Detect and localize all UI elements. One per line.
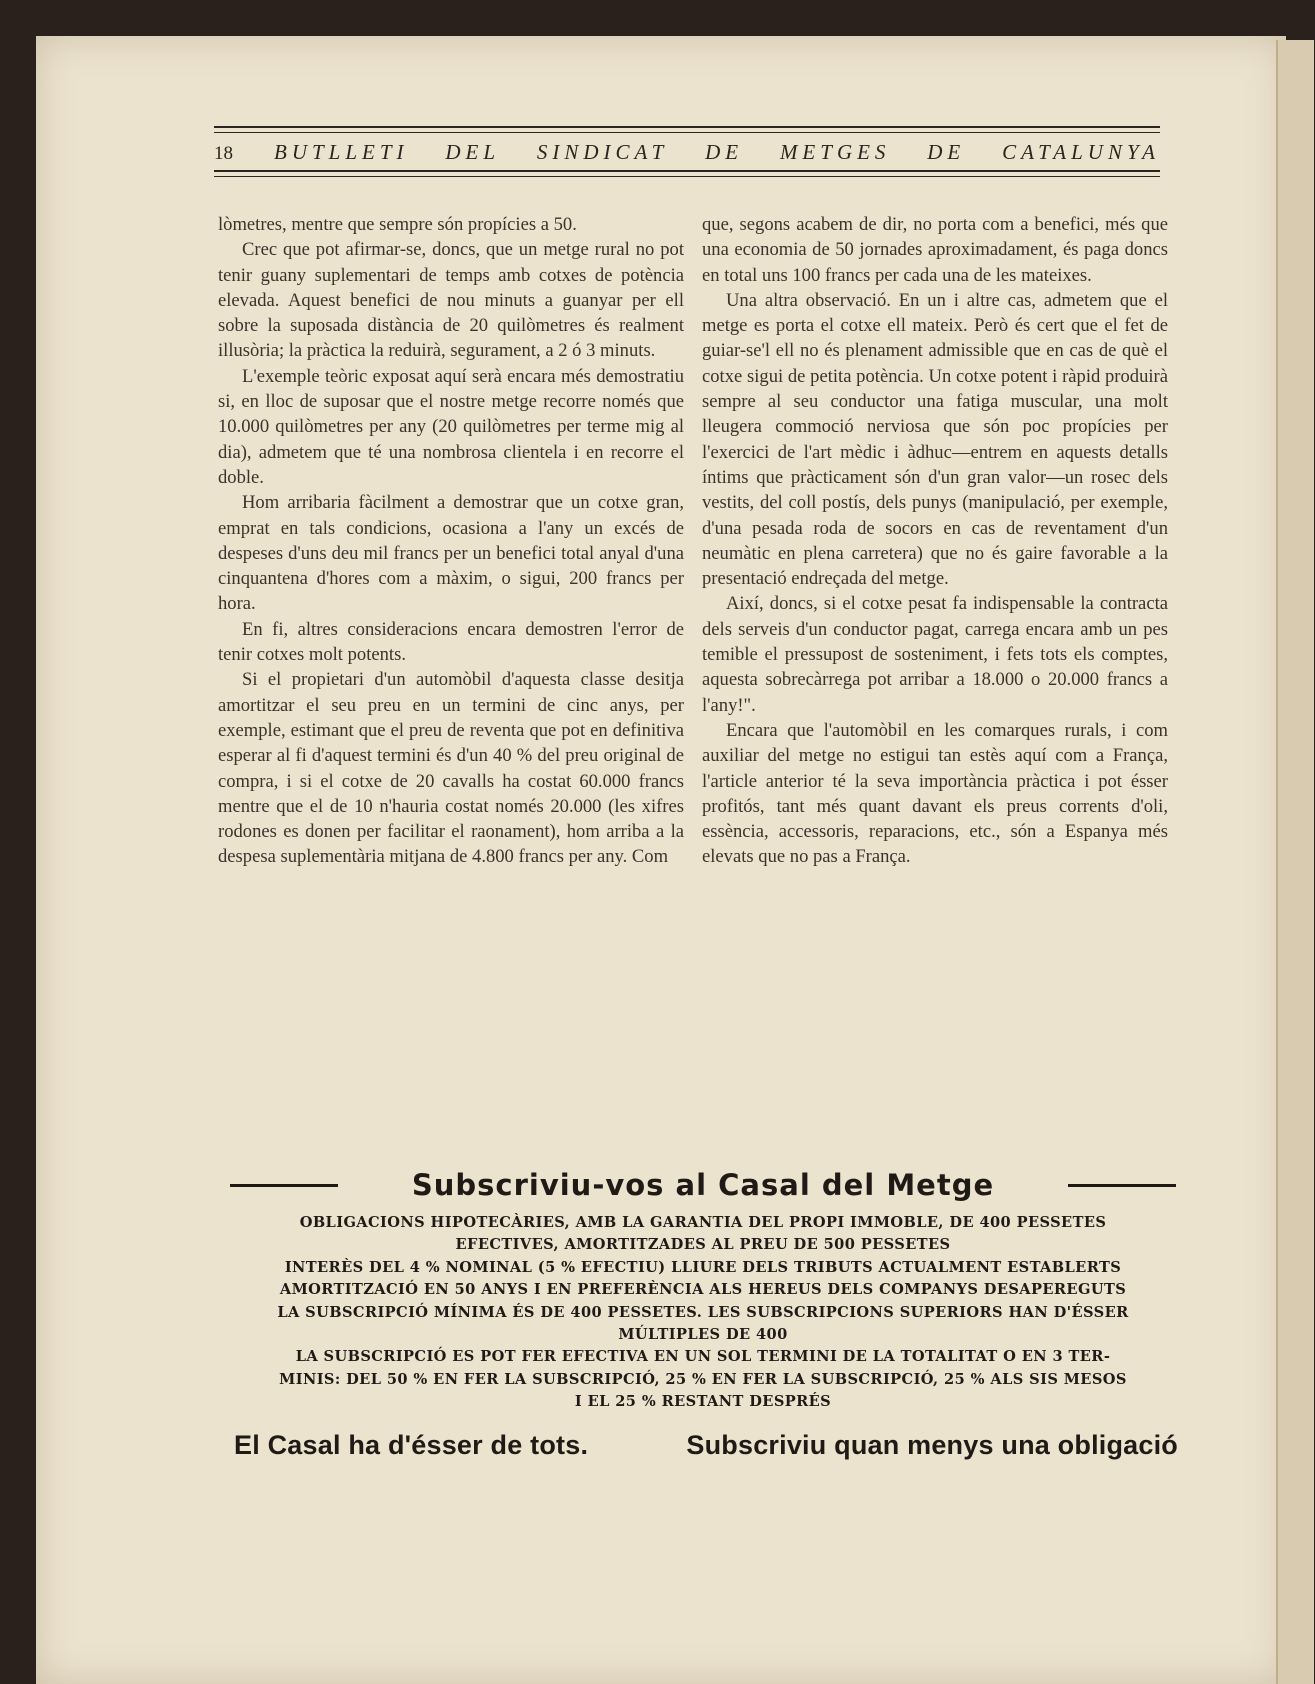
header-rule-top: [214, 126, 1160, 128]
paragraph: Hom arribaria fàcilment a demostrar que un cotxe gran, emprat en tals condicions, ocasiona a l'any un excés de despeses d'uns deu mil francs per un benefici total anyal d'una cinquantena d'hores com a màxim, o sigui, 200 francs per hora.: [218, 492, 684, 615]
ad-line: MINIS: DEL 50 % EN FER LA SUBSCRIPCIÓ, 25 % EN FER LA SUBSCRIPCIÓ, 25 % ALS SIS MESOS: [279, 1370, 1127, 1388]
journal-title-word: DE: [705, 140, 744, 164]
journal-title-word: DE: [927, 140, 966, 164]
ad-title-rule-right: [1068, 1184, 1176, 1187]
ad-body: [230, 1212, 1176, 1414]
ad-title-row: [230, 1168, 1176, 1202]
paragraph: Si el propietari d'un automòbil d'aquesta classe desitja amortitzar el seu preu en un termini de cinc anys, per exemple, estimant que el preu de reventa que pot en definitiva esperar al fi d'aquest termini és d'un 40 % del preu original de compra, i si el cotxe de 20 cavalls ha costat 60.000 francs mentre que el de 10 n'hauria costat només 20.000 (les xifres rodones es donen per facilitar el raonament), hom arriba a la despesa suplementària mitjana de 4.800 francs per any. Com: [218, 669, 684, 868]
article-column-left: [218, 212, 684, 870]
journal-title: [274, 140, 1160, 165]
ad-line: MÚLTIPLES DE 400: [618, 1326, 788, 1344]
ad-slogan-right: Subscriviu quan menys una obligació: [686, 1430, 1178, 1460]
page-number: 18: [214, 143, 233, 164]
journal-title-word: DEL: [445, 140, 501, 164]
header-rule-bottom-thin: [214, 176, 1160, 177]
ad-footer: [234, 1430, 1178, 1461]
paragraph: En fi, altres consideracions encara demostren l'error de tenir cotxes molt potents.: [218, 618, 684, 666]
ad-slogan-left: El Casal ha d'ésser de tots.: [234, 1430, 589, 1460]
journal-title-word: SINDICAT: [536, 140, 669, 164]
journal-title-word: METGES: [779, 140, 891, 164]
header-rule-bottom: [214, 170, 1160, 172]
journal-title-word: CATALUNYA: [1002, 140, 1160, 164]
ad-line: AMORTITZACIÓ EN 50 ANYS I EN PREFERÈNCIA ALS HEREUS DELS COMPANYS DESAPEREGUTS: [279, 1281, 1127, 1299]
paragraph: Encara que l'automòbil en les comarques rurals, i com auxiliar del metge no estigui tan estès aquí com a França, l'article anterior té la seva importància pràctica i pot ésser profitós, tant més quant davant els preus corrents d'oli, essència, accessoris, reparacions, etc., són a Espanya més elevats que no pas a França.: [702, 719, 1168, 868]
paragraph: Una altra observació. En un i altre cas, admetem que el metge es porta el cotxe ell mateix. Però és cert que el fet de guiar-se'l ell no és plenament admissible que en cas de què el cotxe sigui de petita potència. Un cotxe potent i ràpid produirà sempre al seu conductor una fatiga muscular, una molt lleugera commoció nerviosa que són poc propícies per l'exercici de l'art mèdic i àdhuc—entrem en aquests detalls íntims que pràcticament són d'un gran valor—un rosec dels vestits, del coll postís, dels punys (manipulació, per exemple, d'una pesada roda de socors en cas de reventament d'un neumàtic en plena carretera) que no és gaire favorable a la presentació endreçada del metge.: [702, 289, 1168, 590]
paragraph: lòmetres, mentre que sempre són propícies a 50.: [218, 214, 577, 235]
ad-line: LA SUBSCRIPCIÓ MÍNIMA ÉS DE 400 PESSETES. LES SUBSCRIPCIONS SUPERIORS HAN D'ÉSSER: [277, 1303, 1129, 1321]
ad-title: Subscriviu-vos al Casal del Metge: [411, 1168, 995, 1202]
ad-line: INTERÈS DEL 4 % NOMINAL (5 % EFECTIU) LLIURE DELS TRIBUTS ACTUALMENT ESTABLERTS: [284, 1258, 1122, 1276]
paragraph: que, segons acabem de dir, no porta com a benefici, més que una economia de 50 jornades aproximadament, és paga doncs en total uns 100 francs per cada una de les mateixes.: [702, 214, 1168, 286]
ad-line: I EL 25 % RESTANT DESPRÉS: [574, 1393, 832, 1411]
ad-title-rule-left: [230, 1184, 338, 1187]
paragraph: Crec que pot afirmar-se, doncs, que un metge rural no pot tenir guany suplementari de temps amb cotxes de potència elevada. Aquest benefici de nou minuts a guanyar per ell sobre la suposada distància de 20 quilòmetres és realment illusòria; la pràctica la reduirà, segurament, a 2 ó 3 minuts.: [218, 239, 684, 362]
subscription-advertisement: [230, 1168, 1176, 1414]
paragraph: Així, doncs, si el cotxe pesat fa indispensable la contracta dels serveis d'un conductor pagat, carrega encara amb un pes temible el pressupost de sosteniment, i fets tots els comptes, aquesta sobrecàrrega pot arribar a 18.000 o 20.000 francs a l'any!".: [702, 593, 1168, 716]
article-column-right: [702, 212, 1168, 870]
running-header: [214, 118, 1160, 180]
header-rule-top-thin: [214, 132, 1160, 133]
facing-page-edge: [1276, 40, 1314, 1684]
ad-line: LA SUBSCRIPCIÓ ES POT FER EFECTIVA EN UN SOL TERMINI DE LA TOTALITAT O EN 3 TER-: [295, 1348, 1111, 1366]
paragraph: L'exemple teòric exposat aquí serà encara més demostratiu si, en lloc de suposar que el nostre metge recorre només que 10.000 quilòmetres per any (20 quilòmetres per terme mig al dia), admetem que té una nombrosa clientela i en recorre el doble.: [218, 365, 684, 488]
ad-line: EFECTIVES, AMORTITZADES AL PREU DE 500 PESSETES: [455, 1236, 951, 1254]
journal-title-word: BUTLLETI: [274, 140, 409, 164]
ad-line: OBLIGACIONS HIPOTECÀRIES, AMB LA GARANTIA DEL PROPI IMMOBLE, DE 400 PESSETES: [299, 1214, 1107, 1231]
header-row: [214, 140, 1160, 166]
